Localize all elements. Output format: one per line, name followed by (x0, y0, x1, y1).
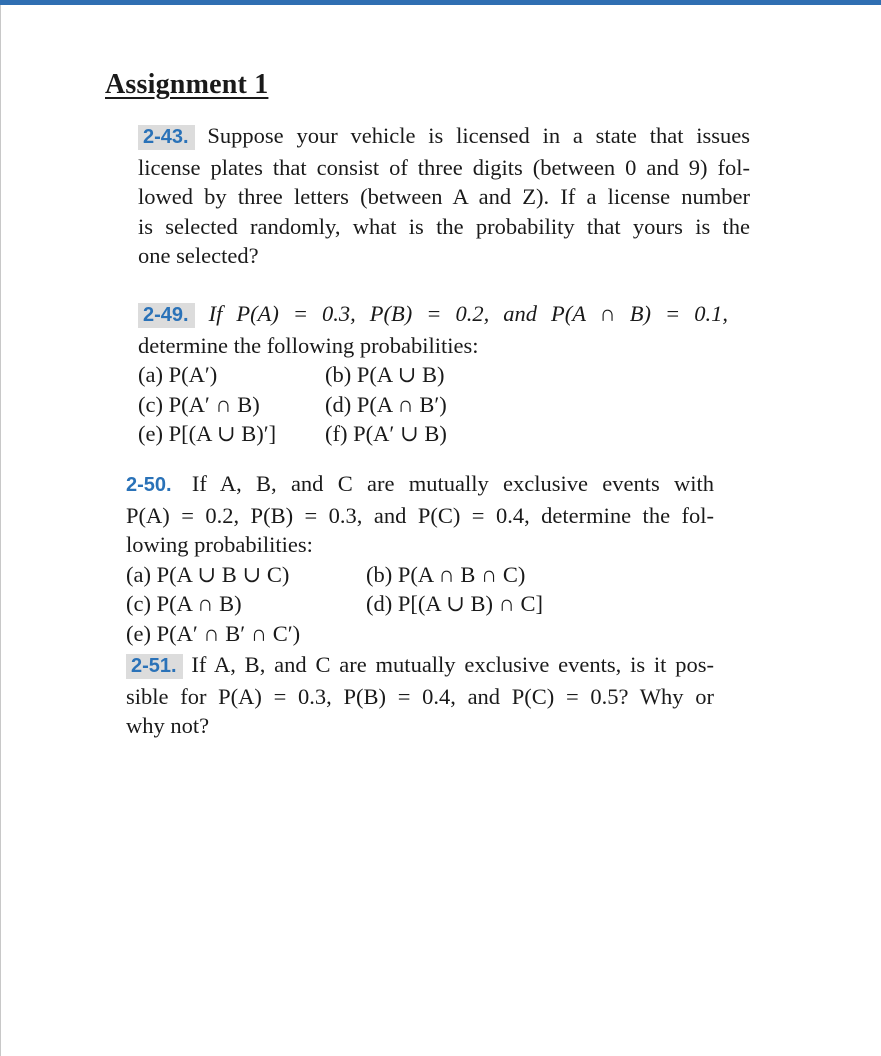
problem-line (138, 299, 728, 331)
problem-number: 2-50. (126, 474, 172, 496)
problem-number: 2-43. (138, 125, 195, 150)
problem-number: 2-51. (126, 654, 183, 679)
problem-line: license plates that consist of three digits (between 0 and 9) fol- (138, 154, 750, 180)
problem-line: why not? (126, 713, 210, 738)
part-b: (b) P(A ∪ B) (325, 362, 445, 387)
part-f: (f) P(A′ ∪ B) (325, 421, 447, 446)
part-a: (a) P(A ∪ B ∪ C) (126, 561, 290, 587)
problem-parts (138, 360, 728, 449)
problem-line: lowing probabilities: (126, 532, 313, 557)
problem-line: lowed by three letters (between A and Z). If a license number (138, 184, 750, 209)
problem-2-50 (126, 469, 714, 648)
part-a: (a) P(A′) (138, 362, 218, 387)
problem-line: P(A) = 0.2, P(B) = 0.3, and P(C) = 0.4, determine the fol- (126, 502, 714, 528)
problem-2-43 (138, 121, 750, 271)
part-c: (c) P(A′ ∩ B) (138, 391, 260, 417)
problem-text: If P(A) = 0.3, P(B) = 0.2, and P(A ∩ B) = 0.1, (208, 301, 728, 326)
document-page (0, 5, 881, 1056)
parts-row (138, 390, 728, 420)
part-b: (b) P(A ∩ B ∩ C) (366, 561, 526, 587)
problem-line (126, 469, 714, 501)
problem-line: one selected? (138, 243, 259, 268)
problem-line: is selected randomly, what is the probability that yours is the (138, 213, 750, 239)
part-d: (d) P(A ∩ B′) (325, 391, 447, 417)
part-e: (e) P[(A ∪ B)′] (138, 421, 277, 446)
part-e: (e) P(A′ ∩ B′ ∩ C′) (126, 620, 301, 646)
problem-line: sible for P(A) = 0.3, P(B) = 0.4, and P(C) = 0.5? Why or (126, 683, 714, 709)
problem-number: 2-49. (138, 303, 195, 328)
problem-parts (126, 560, 714, 649)
problem-text: If A, B, and C are mutually exclusive events, is it pos- (191, 652, 714, 677)
part-d: (d) P[(A ∪ B) ∩ C] (366, 591, 543, 616)
problem-text: If A, B, and C are mutually exclusive events with (191, 471, 715, 496)
assignment-heading: Assignment 1 (105, 69, 269, 100)
problem-text: Suppose your vehicle is licensed in a state that issues (207, 123, 751, 148)
parts-row (126, 589, 714, 619)
problem-line (138, 121, 750, 153)
parts-row (126, 619, 714, 649)
parts-row (138, 419, 728, 449)
problem-2-49 (138, 299, 728, 449)
parts-row (126, 560, 714, 590)
part-c: (c) P(A ∩ B) (126, 591, 242, 616)
problem-line (126, 650, 714, 682)
problem-2-51 (126, 650, 714, 741)
problem-line: determine the following probabilities: (138, 332, 479, 358)
parts-row (138, 360, 728, 390)
